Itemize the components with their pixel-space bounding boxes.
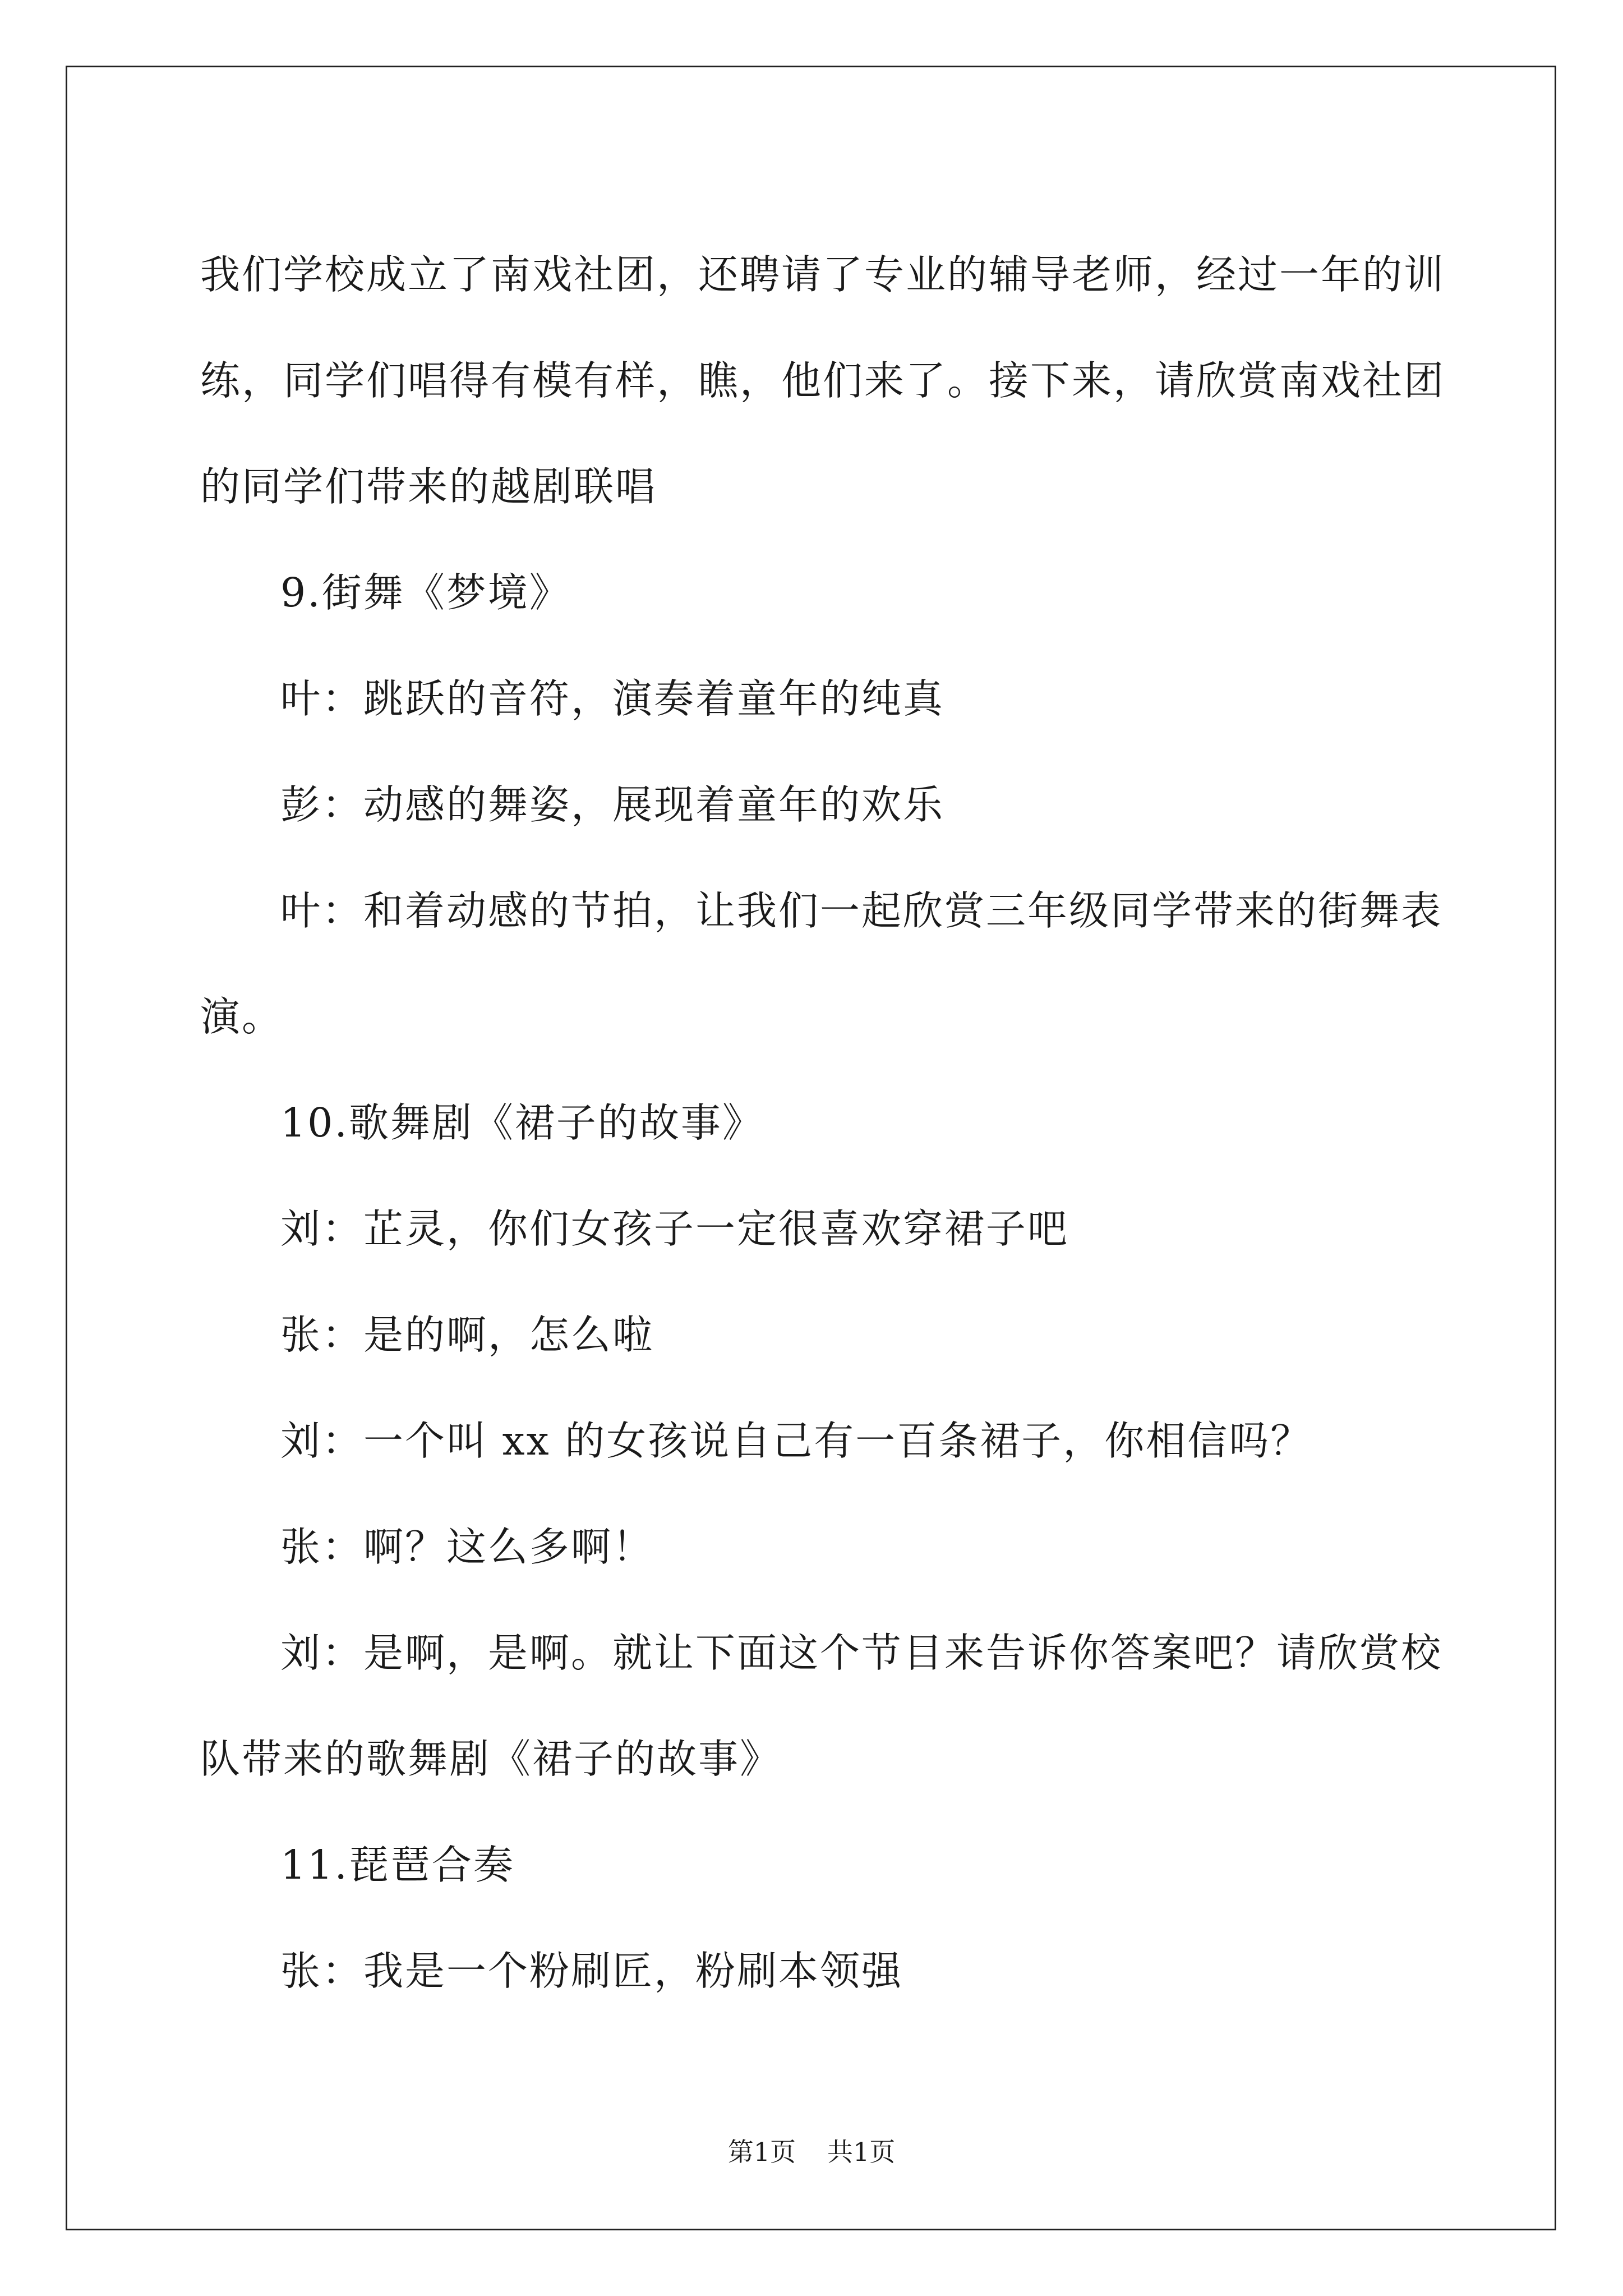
dialogue-line: 演。 bbox=[200, 993, 284, 1040]
paragraph-line: 的同学们带来的越剧联唱 bbox=[200, 463, 657, 510]
dialogue-line: 张：我是一个粉刷匠，粉刷本领强 bbox=[280, 1948, 903, 1994]
dialogue-line: 叶：和着动感的节拍，让我们一起欣赏三年级同学带来的街舞表 bbox=[280, 887, 1443, 934]
paragraph-line: 我们学校成立了南戏社团，还聘请了专业的辅导老师，经过一年的训 bbox=[200, 251, 1446, 298]
dialogue-line: 刘：一个叫 xx 的女孩说自己有一百条裙子，你相信吗？ bbox=[280, 1418, 1312, 1464]
dialogue-line: 彭：动感的舞姿，展现着童年的欢乐 bbox=[280, 781, 945, 828]
dialogue-line: 队带来的歌舞剧《裙子的故事》 bbox=[200, 1736, 782, 1782]
section-heading: 9.街舞《梦境》 bbox=[280, 569, 571, 616]
page-total: 共1页 bbox=[827, 2137, 896, 2167]
dialogue-line: 刘：芷灵，你们女孩子一定很喜欢穿裙子吧 bbox=[280, 1205, 1069, 1252]
dialogue-line: 张：啊？这么多啊！ bbox=[280, 1524, 654, 1570]
document-body bbox=[200, 222, 1446, 2024]
dialogue-line: 张：是的啊，怎么啦 bbox=[280, 1312, 654, 1358]
section-heading: 10.歌舞剧《裙子的故事》 bbox=[280, 1099, 764, 1146]
dialogue-line: 叶：跳跃的音符，演奏着童年的纯真 bbox=[280, 675, 945, 722]
paragraph-line: 练，同学们唱得有模有样，瞧，他们来了。接下来，请欣赏南戏社团 bbox=[200, 357, 1446, 404]
page-number: 第1页 bbox=[727, 2137, 796, 2167]
dialogue-line: 刘：是啊，是啊。就让下面这个节目来告诉你答案吧？请欣赏校 bbox=[280, 1630, 1443, 1676]
page-footer bbox=[0, 2135, 1623, 2169]
section-heading: 11.琵琶合奏 bbox=[280, 1842, 515, 1888]
